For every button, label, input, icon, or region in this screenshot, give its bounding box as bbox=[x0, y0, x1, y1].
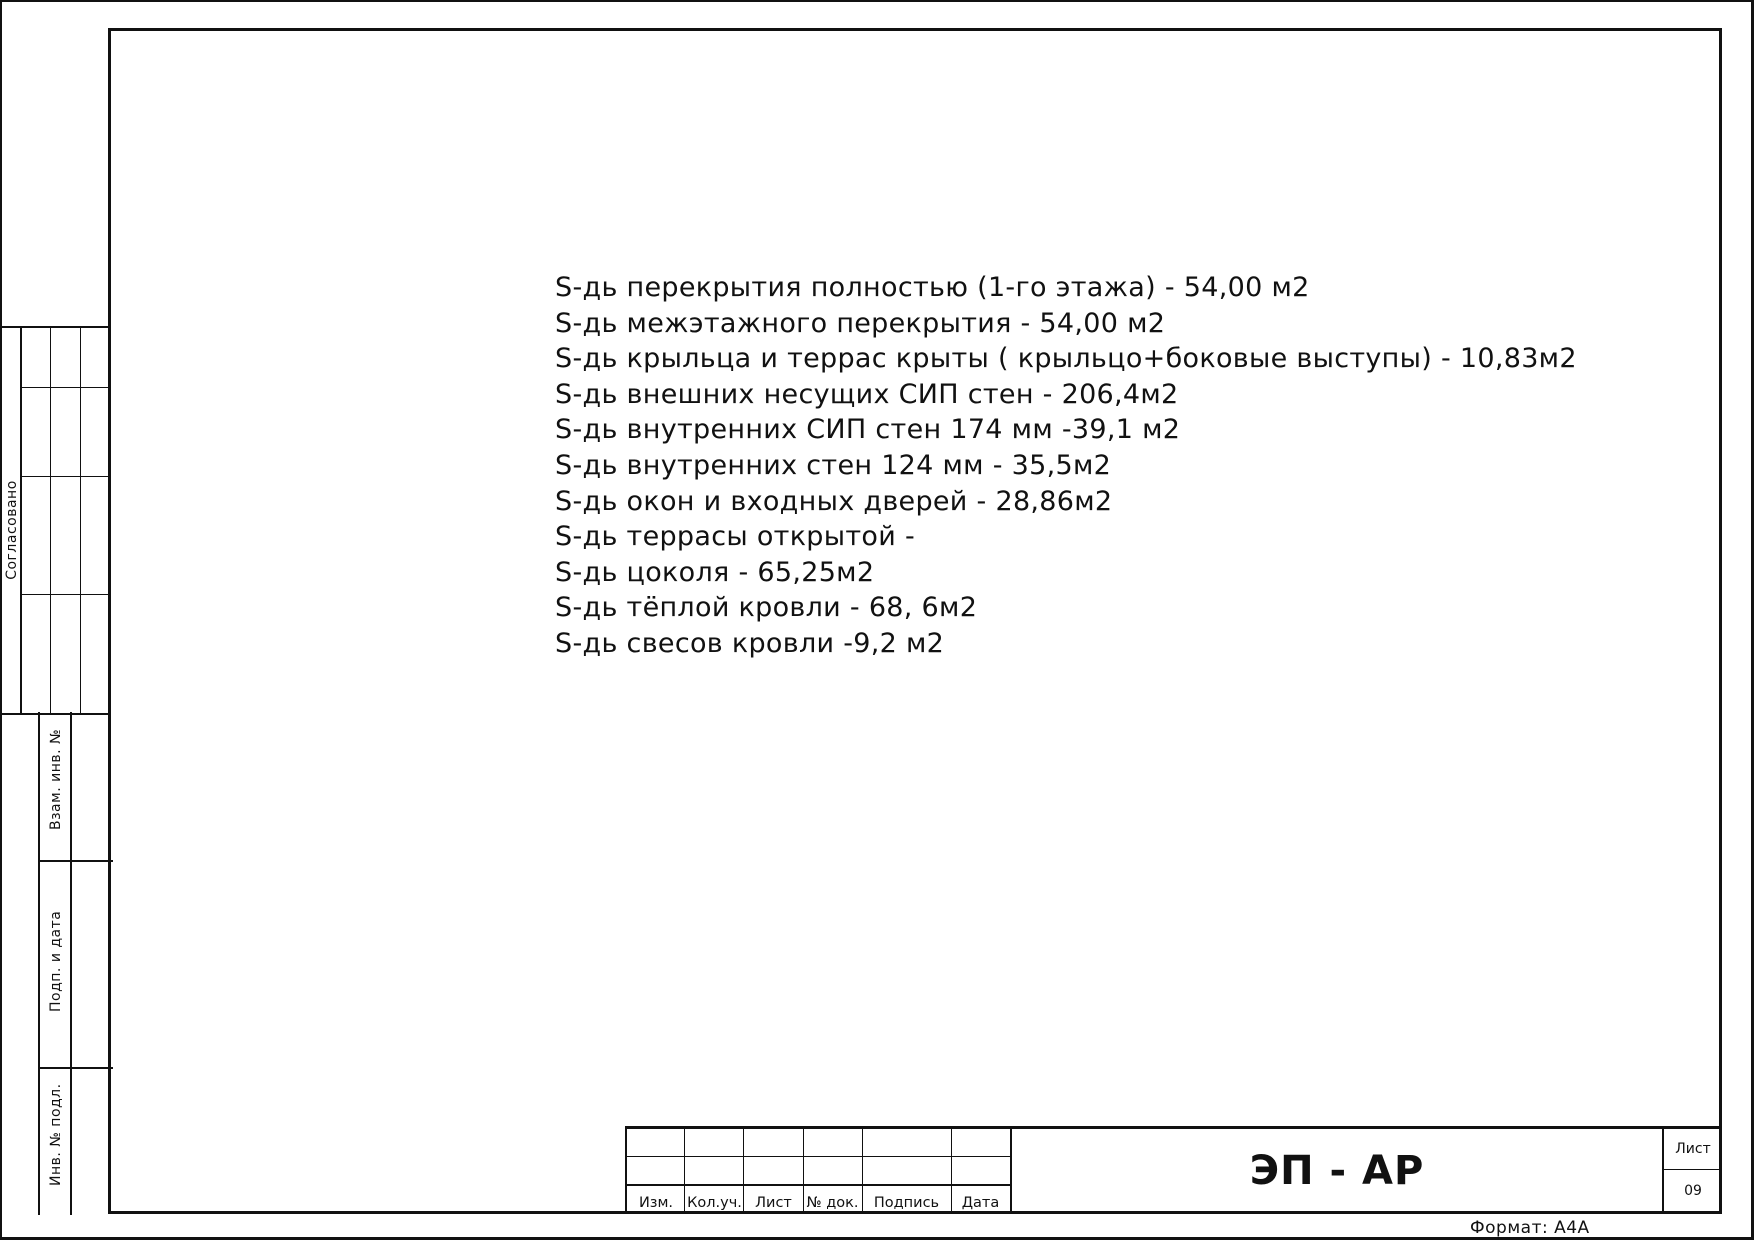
spec-line: S-дь окон и входных дверей - 28,86м2 bbox=[555, 485, 1113, 517]
header-kol-uch: Кол.уч. bbox=[687, 1195, 742, 1211]
header-list: Лист bbox=[755, 1195, 792, 1211]
page-border-top bbox=[0, 0, 1754, 2]
spec-line: S-дь внутренних стен 124 мм - 35,5м2 bbox=[555, 449, 1112, 481]
sign-date-label: Подп. и дата bbox=[48, 910, 64, 1012]
spec-line: S-дь тёплой кровли - 68, 6м2 bbox=[555, 592, 978, 624]
spec-line: S-дь перекрытия полностью (1-го этажа) - 54,00 м2 bbox=[555, 272, 1310, 303]
specification-list bbox=[555, 270, 1577, 662]
sheet-label: Лист bbox=[1675, 1141, 1711, 1157]
spec-line: S-дь внутренних СИП стен 174 мм -39,1 м2 bbox=[555, 414, 1181, 446]
format-label: Формат: А4А bbox=[1470, 1218, 1590, 1238]
agreed-label: Согласовано bbox=[4, 480, 20, 580]
spec-line: S-дь свесов кровли -9,2 м2 bbox=[555, 627, 945, 659]
sheet-number: 09 bbox=[1684, 1183, 1702, 1199]
spec-line: S-дь внешних несущих СИП стен - 206,4м2 bbox=[555, 378, 1179, 410]
header-doc-no: № док. bbox=[806, 1195, 859, 1211]
spec-line: S-дь цоколя - 65,25м2 bbox=[555, 556, 875, 588]
inv-orig-label: Инв. № подл. bbox=[48, 1083, 64, 1186]
header-signature: Подпись bbox=[873, 1195, 940, 1211]
spec-line: S-дь межэтажного перекрытия - 54,00 м2 bbox=[555, 307, 1166, 339]
spec-line: S-дь крыльца и террас крыты ( крыльцо+боковые выступы) - 10,83м2 bbox=[555, 343, 1577, 375]
header-izm: Изм. bbox=[638, 1195, 674, 1211]
spec-line: S-дь террасы открытой - bbox=[555, 521, 915, 553]
document-code: ЭП - АР bbox=[1249, 1148, 1425, 1194]
header-date: Дата bbox=[961, 1195, 1000, 1211]
replaced-inv-label: Взам. инв. № bbox=[48, 728, 64, 830]
